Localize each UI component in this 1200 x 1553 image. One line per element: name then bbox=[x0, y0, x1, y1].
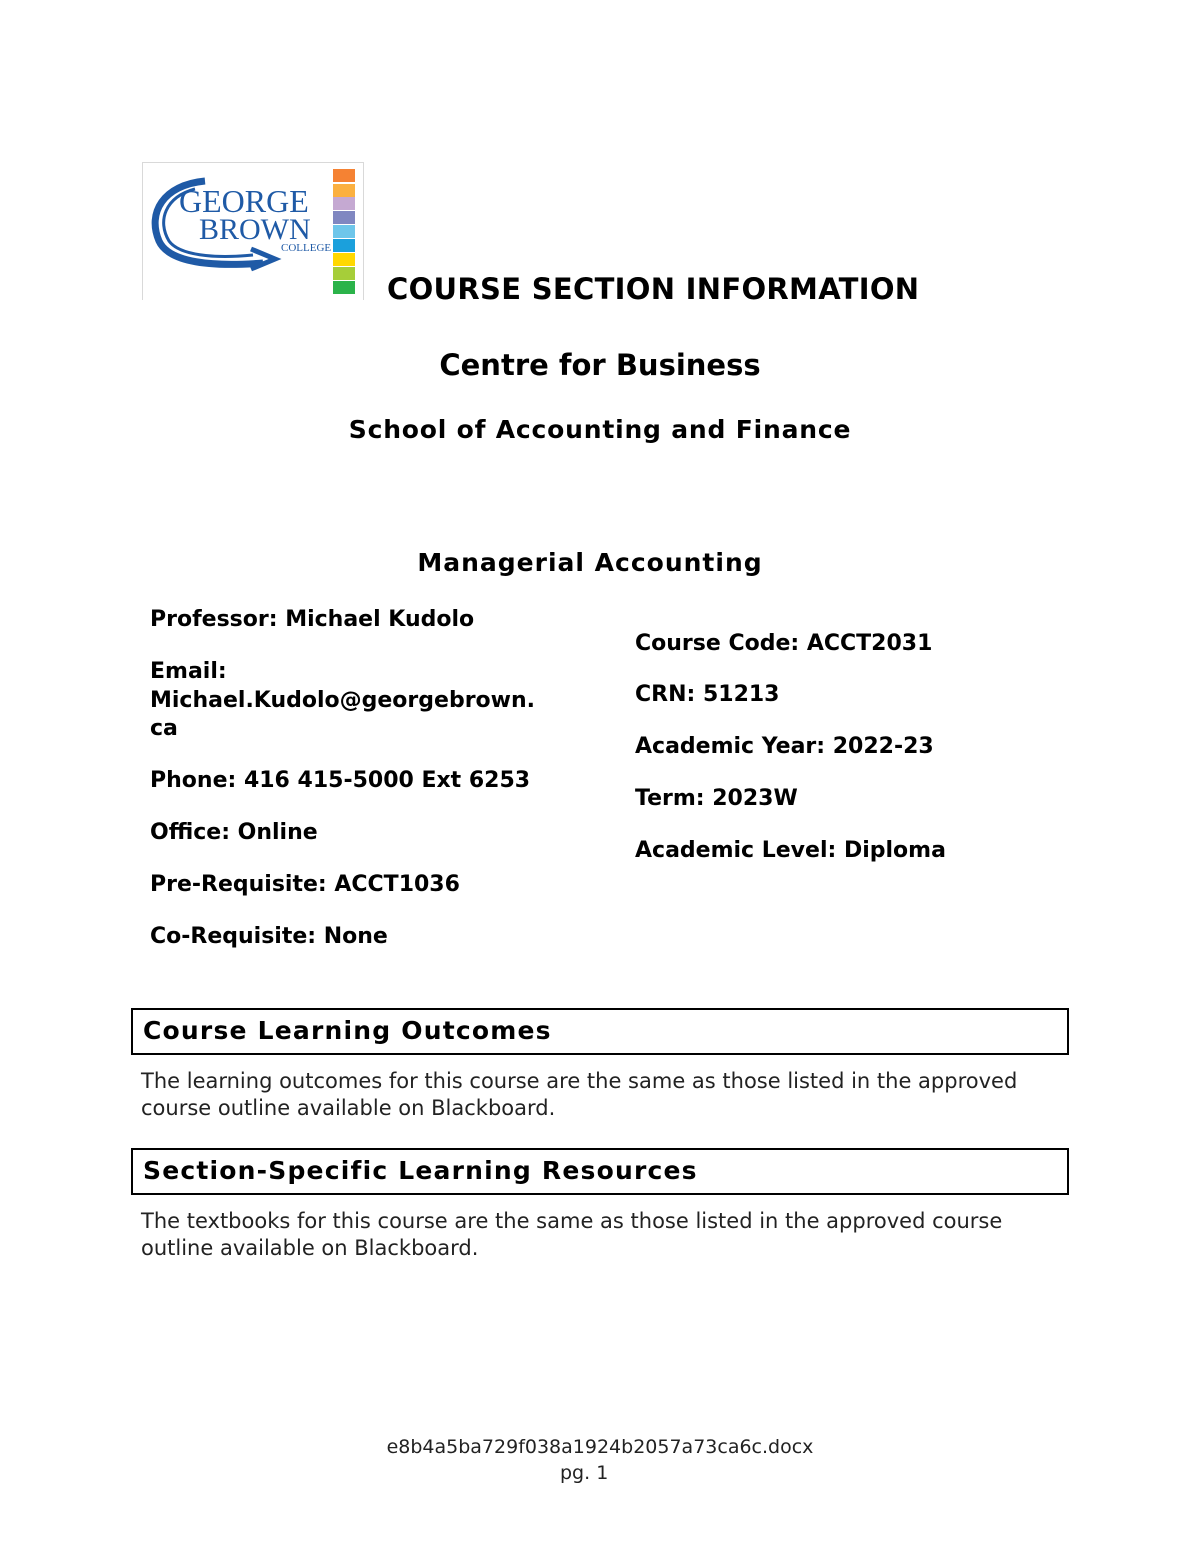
logo-stripe bbox=[333, 225, 355, 238]
logo-stripe bbox=[333, 169, 355, 182]
crn-info: CRN: 51213 bbox=[635, 682, 780, 707]
centre-name: Centre for Business bbox=[439, 348, 761, 382]
logo-stripe bbox=[333, 197, 355, 210]
outcomes-line2: course outline available on Blackboard. bbox=[141, 1096, 556, 1120]
logo-text-brown: BROWN bbox=[199, 213, 311, 246]
george-brown-college-logo bbox=[142, 162, 364, 300]
logo-stripe bbox=[333, 184, 355, 197]
outcomes-heading-box bbox=[131, 1008, 1069, 1055]
logo-stripe bbox=[333, 211, 355, 224]
resources-line2: outline available on Blackboard. bbox=[141, 1236, 479, 1260]
corequisite-info: Co-Requisite: None bbox=[150, 924, 388, 949]
logo-swoosh-graphic bbox=[143, 163, 365, 301]
course-code-info: Course Code: ACCT2031 bbox=[635, 631, 933, 656]
logo-stripe bbox=[333, 281, 355, 294]
resources-paragraph bbox=[141, 1208, 1061, 1262]
document-title: COURSE SECTION INFORMATION bbox=[387, 272, 920, 306]
email-address-line1: Michael.Kudolo@georgebrown. bbox=[150, 688, 535, 713]
logo-stripe bbox=[333, 267, 355, 280]
academic-year-info: Academic Year: 2022-23 bbox=[635, 734, 934, 759]
outcomes-heading: Course Learning Outcomes bbox=[143, 1016, 552, 1045]
term-info: Term: 2023W bbox=[635, 786, 798, 811]
footer-page-number: pg. 1 bbox=[560, 1462, 609, 1484]
school-name: School of Accounting and Finance bbox=[348, 415, 852, 444]
logo-stripe bbox=[333, 239, 355, 252]
phone-info: Phone: 416 415-5000 Ext 6253 bbox=[150, 768, 531, 793]
outcomes-paragraph bbox=[141, 1068, 1061, 1122]
resources-line1: The textbooks for this course are the same as those listed in the approved course bbox=[141, 1209, 1003, 1233]
logo-stripe bbox=[333, 253, 355, 266]
resources-heading-box bbox=[131, 1148, 1069, 1195]
course-title: Managerial Accounting bbox=[417, 548, 763, 577]
logo-text-college: COLLEGE bbox=[281, 242, 332, 254]
professor-info: Professor: Michael Kudolo bbox=[150, 607, 475, 632]
academic-level-info: Academic Level: Diploma bbox=[635, 838, 946, 863]
email-label: Email: bbox=[150, 659, 227, 684]
resources-heading: Section-Specific Learning Resources bbox=[143, 1156, 698, 1185]
outcomes-line1: The learning outcomes for this course are the same as those listed in the approved bbox=[141, 1069, 1018, 1093]
footer-filename: e8b4a5ba729f038a1924b2057a73ca6c.docx bbox=[386, 1436, 814, 1458]
prerequisite-info: Pre-Requisite: ACCT1036 bbox=[150, 872, 460, 897]
office-info: Office: Online bbox=[150, 820, 318, 845]
logo-text-george: GEORGE bbox=[179, 183, 309, 219]
email-address-line2: ca bbox=[150, 716, 178, 741]
